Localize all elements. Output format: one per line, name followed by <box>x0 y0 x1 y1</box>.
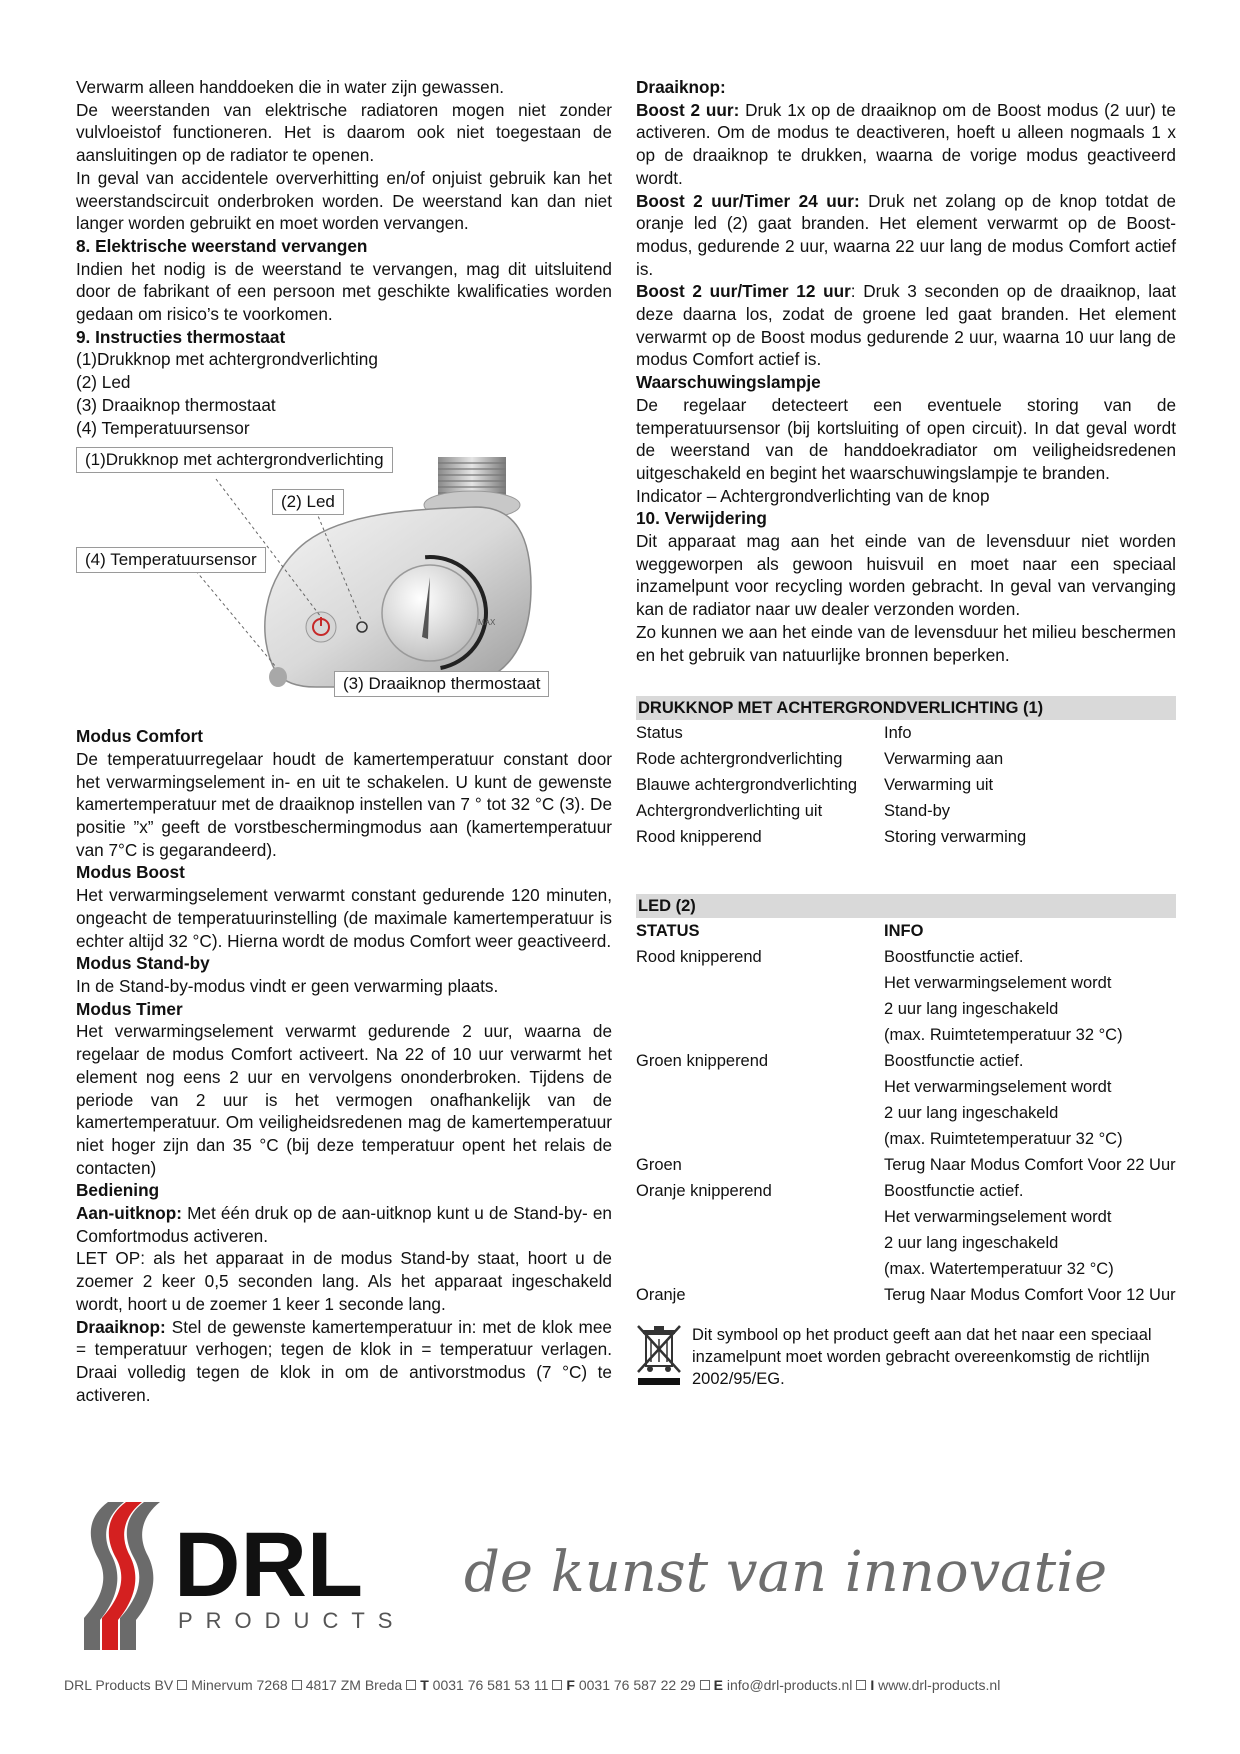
backlight-table-status-cell: Status <box>636 724 683 743</box>
logo-drl-text: DRL <box>174 1514 364 1616</box>
footer-phone: 0031 76 581 53 11 <box>432 1677 549 1693</box>
section-8-text: Indien het nodig is de weerstand te vervangen, mag dit uitsluitend door de fabrikant of een persoon met geschikte kwalificaties worden gedaan om risico’s te voorkomen. <box>76 258 612 325</box>
led-table-info-cell: Boostfunctie actief. <box>884 1052 1024 1071</box>
footer-f-label: F <box>566 1677 575 1693</box>
draaiknop-title: Draaiknop: <box>636 77 726 97</box>
boost12-label: Boost 2 uur/Timer 12 uur <box>636 281 851 302</box>
backlight-table-info-cell: Verwarming uit <box>884 776 994 795</box>
led-table-status-cell <box>636 1074 884 1100</box>
footer-address: Minervum 7268 <box>191 1677 288 1693</box>
comfort-text: De temperatuurregelaar houdt de kamertemperatuur constant door het verwarmingselement in- en uit te schakelen. U kunt de gewenste kamertemperatuur met de draaiknop instellen van 7 ° tot 32 °C (3). De positie ”x” geeft de vorstbeschermingmodus aan (kamertemperatuur van 7°C is gegarandeerd). <box>76 748 612 860</box>
backlight-table-info-cell: Verwarming aan <box>884 750 1004 769</box>
led-table-row <box>636 1074 1176 1100</box>
boost2-label: Boost 2 uur: <box>636 99 740 120</box>
sensor-tip <box>269 667 287 687</box>
draai-paragraph <box>76 1316 612 1407</box>
footer-website[interactable]: www.drl-products.nl <box>878 1677 1001 1693</box>
boost24-text: Druk net zolang op de knop totdat de oranje led (2) gaat branden. Het element verwarmt op de Boost-modus, gedurende 2 uur, waarna 22 uur lang de modus Comfort actief is. <box>636 190 1176 279</box>
logo-products-text: PRODUCTS <box>178 1608 406 1633</box>
led-table-row <box>636 1204 1176 1230</box>
led-table-row <box>636 1152 1176 1178</box>
separator-square-icon <box>552 1680 562 1690</box>
backlight-table-info-cell: Info <box>884 724 912 743</box>
section-8-title: 8. Elektrische weerstand vervangen <box>76 235 368 256</box>
backlight-table-row <box>636 772 1176 798</box>
backlight-table-status-cell: Blauwe achtergrondverlichting <box>636 776 858 795</box>
backlight-table-status-cell: Achtergrondverlichting uit <box>636 802 823 821</box>
timer-title: Modus Timer <box>76 998 183 1019</box>
warning-title: Waarschuwingslampje <box>636 372 821 393</box>
boost-text: Het verwarmingselement verwarmt constant gedurende 120 minuten, ongeacht de temperatuurinstelling (de maximale kamertemperatuur is echter altijd 32 °C). Hierna wordt de modus Comfort weer geactiveerd. <box>76 885 612 951</box>
footer-fax: 0031 76 587 22 29 <box>578 1677 696 1693</box>
footer-t-label: T <box>420 1677 429 1693</box>
callout-temperature-sensor: (4) Temperatuursensor <box>76 547 266 573</box>
footer-company: DRL Products BV <box>64 1677 174 1693</box>
draai-text: Stel de gewenste kamertemperatuur in: met de klok mee = temperatuur verhogen; tegen de klok in = temperatuur verlagen. Draai volledig tegen de klok in om de antivorstmodus (7 °C) te activeren. <box>76 1316 612 1405</box>
led-table-info-cell: Het verwarmingselement wordt <box>884 1208 1112 1227</box>
separator-square-icon <box>406 1680 416 1690</box>
led-table-info-cell: 2 uur lang ingeschakeld <box>884 1234 1059 1253</box>
led-table-status-cell <box>636 1100 884 1126</box>
led-table-info-cell: Terug Naar Modus Comfort Voor 22 Uur <box>884 1156 1176 1175</box>
backlight-table <box>636 696 1176 850</box>
led-table-status-cell: Rood knipperend <box>636 948 762 967</box>
led-table-status-cell <box>636 996 884 1022</box>
boost2-text: Druk 1x op de draaiknop om de Boost modus (2 uur) te activeren. Om de modus te deactiveren, hoeft u alleen nogmaals 1 x op de draaiknop te drukken, waarna de vorige modus geactiveerd wordt. <box>636 99 1176 188</box>
led-table-info-cell: (max. Ruimtetemperatuur 32 °C) <box>884 1130 1123 1149</box>
section-10-text-2: Zo kunnen we aan het einde van de levensduur het milieu beschermen en het gebruik van natuurlijke bronnen beperken. <box>636 621 1176 665</box>
led-table-status-cell: Oranje knipperend <box>636 1182 772 1201</box>
footer-email[interactable]: info@drl-products.nl <box>726 1677 853 1693</box>
aanuit-label: Aan-uitknop: <box>76 1203 182 1224</box>
boost-title: Modus Boost <box>76 862 185 883</box>
backlight-table-info-cell: Storing verwarming <box>884 828 1027 847</box>
led-table <box>636 894 1176 1308</box>
led-table-status-cell: Groen <box>636 1156 682 1175</box>
led-table-row <box>636 1178 1176 1204</box>
boost12-paragraph <box>636 280 1176 371</box>
separator-square-icon <box>856 1680 866 1690</box>
footer-e-label: E <box>713 1677 723 1693</box>
led-table-status-cell <box>636 1230 884 1256</box>
separator-square-icon <box>292 1680 302 1690</box>
led-table-status-cell: Oranje <box>636 1286 686 1305</box>
intro-line-2: De weerstanden van elektrische radiatoren mogen niet zonder vulvloeistof functioneren. Het is daarom ook niet toegestaan de aansluitingen op de radiator te openen. <box>76 99 612 166</box>
callout-led: (2) Led <box>272 489 344 515</box>
led-table-info-cell: Terug Naar Modus Comfort Voor 12 Uur <box>884 1286 1176 1305</box>
section-10-title: 10. Verwijdering <box>636 508 767 529</box>
section-10-text-1: Dit apparaat mag aan het einde van de levensduur niet worden weggeworpen als gewoon huisvuil en moet naar een speciaal inzamelpunt voor recycling worden gebracht. In geval van vervanging kan de radiator naar uw dealer verzonden worden. <box>636 531 1176 620</box>
led-table-info-cell: (max. Ruimtetemperatuur 32 °C) <box>884 1026 1123 1045</box>
s9-item-3: (3) Draaiknop thermostaat <box>76 394 276 415</box>
drl-logo <box>74 1500 414 1650</box>
led-table-row <box>636 1126 1176 1152</box>
letop-text: LET OP: als het apparaat in de modus Stand-by staat, hoort u de zoemer 2 keer 0,5 seconden lang. Als het apparaat ingeschakeld wordt, hoort u de zoemer 1 keer 1 seconde lang. <box>76 1248 612 1314</box>
standby-title: Modus Stand-by <box>76 953 210 974</box>
dial-knob <box>382 565 478 661</box>
backlight-table-row <box>636 720 1176 746</box>
led-table-header <box>636 918 1176 944</box>
intro-line-3: In geval van accidentele oververhitting en/of onjuist gebruik kan het weerstandscircuit onderbroken worden. De weerstand kan dan niet langer worden gebruikt en moet worden vervangen. <box>76 167 612 234</box>
led-table-status-cell <box>636 1126 884 1152</box>
led-table-info-cell: Het verwarmingselement wordt <box>884 1078 1112 1097</box>
boost12-text: : Druk 3 seconden op de draaiknop, laat deze daarna los, zodat de groene led gaat branden. Het element verwarmt op de Boost modus gedurende 2 uur, waarna 10 uur lang de modus Comfort actief is. <box>636 281 1176 370</box>
section-9-title: 9. Instructies thermostaat <box>76 326 286 347</box>
weee-bin-icon <box>636 1324 684 1386</box>
led-table-status-cell <box>636 1022 884 1048</box>
separator-square-icon <box>177 1680 187 1690</box>
slogan: de kunst van innovatie <box>464 1540 1108 1605</box>
s9-item-2: (2) Led <box>76 372 131 393</box>
bediening-title: Bediening <box>76 1180 160 1201</box>
backlight-table-row <box>636 824 1176 850</box>
thermostat-figure <box>76 447 612 717</box>
backlight-table-row <box>636 746 1176 772</box>
backlight-table-info-cell: Stand-by <box>884 802 951 821</box>
aanuit-paragraph <box>76 1202 612 1247</box>
led-header-info: INFO <box>884 922 924 941</box>
backlight-table-status-cell: Rood knipperend <box>636 828 762 847</box>
boost24-label: Boost 2 uur/Timer 24 uur: <box>636 190 860 211</box>
indicator-text: Indicator – Achtergrondverlichting van de knop <box>636 485 990 506</box>
backlight-table-title: DRUKKNOP MET ACHTERGRONDVERLICHTING (1) <box>636 696 1176 720</box>
led-table-status-cell <box>636 1256 884 1282</box>
led-table-title: LED (2) <box>636 894 1176 918</box>
timer-text: Het verwarmingselement verwarmt gedurende 2 uur, waarna de regelaar de modus Comfort activeert. Na 22 of 10 uur verwarmt het element nog eens 2 uur en vervolgens ononderbroken. Tijdens de periode van 2 uur is het vermogen onafhankelijk van de kamertemperatuur. Om veiligheidsredenen mag de kamertemperatuur niet hoger zijn dan 35 °C (bij deze temperatuur opent het relais de contacten) <box>76 1021 612 1178</box>
led-table-status-cell: Groen knipperend <box>636 1052 769 1071</box>
led-table-row <box>636 1282 1176 1308</box>
led-table-row <box>636 1230 1176 1256</box>
boost24-paragraph <box>636 190 1176 281</box>
weee-notice <box>636 1324 1176 1390</box>
footer <box>64 1677 1000 1693</box>
led-table-row <box>636 1100 1176 1126</box>
drl-logo-mark <box>84 1502 160 1650</box>
led-table-row <box>636 944 1176 970</box>
led-header-status: STATUS <box>636 922 700 941</box>
s9-item-4: (4) Temperatuursensor <box>76 417 250 438</box>
separator-square-icon <box>700 1680 710 1690</box>
led-table-info-cell: 2 uur lang ingeschakeld <box>884 1000 1059 1019</box>
dial-max-mark: MAX <box>478 618 496 628</box>
led-table-row <box>636 970 1176 996</box>
callout-thermostat-dial: (3) Draaiknop thermostaat <box>334 671 549 697</box>
boost2-paragraph <box>636 99 1176 190</box>
s9-item-1: (1)Drukknop met achtergrondverlichting <box>76 349 378 370</box>
led-table-row <box>636 996 1176 1022</box>
backlight-table-status-cell: Rode achtergrondverlichting <box>636 750 843 769</box>
led-table-info-cell: Boostfunctie actief. <box>884 948 1024 967</box>
led-table-status-cell <box>636 1204 884 1230</box>
draai-label: Draaiknop: <box>76 1316 166 1337</box>
led-table-status-cell <box>636 970 884 996</box>
left-column <box>76 76 612 1406</box>
intro-line-1: Verwarm alleen handdoeken die in water zijn gewassen. <box>76 77 505 97</box>
right-column <box>636 76 1176 1390</box>
led-table-row <box>636 1048 1176 1074</box>
weee-text: Dit symbool op het product geeft aan dat het naar een speciaal inzamelpunt moet worden gebracht overeenkomstig de richtlijn 2002/95/EG. <box>692 1326 1152 1389</box>
footer-city: 4817 ZM Breda <box>305 1677 403 1693</box>
footer-i-label: I <box>870 1677 875 1693</box>
backlight-table-row <box>636 798 1176 824</box>
aanuit-text: Met één druk op de aan-uitknop kunt u de Stand-by- en Comfortmodus activeren. <box>76 1203 612 1246</box>
led-table-info-cell: Het verwarmingselement wordt <box>884 974 1112 993</box>
led-table-info-cell: 2 uur lang ingeschakeld <box>884 1104 1059 1123</box>
standby-text: In de Stand-by-modus vindt er geen verwarming plaats. <box>76 975 499 996</box>
led-table-row <box>636 1022 1176 1048</box>
comfort-title: Modus Comfort <box>76 726 203 747</box>
callout-push-button: (1)Drukknop met achtergrondverlichting <box>76 447 393 473</box>
led-table-info-cell: (max. Watertemperatuur 32 °C) <box>884 1260 1114 1279</box>
led-table-info-cell: Boostfunctie actief. <box>884 1182 1024 1201</box>
led-table-row <box>636 1256 1176 1282</box>
warning-text: De regelaar detecteert een eventuele storing van de temperatuursensor (bij kortsluiting of open circuit). In dat geval wordt de weerstand van de handdoekradiator om veiligheidsredenen uitgeschakeld en begint het waarschuwingslampje te branden. <box>636 394 1176 483</box>
